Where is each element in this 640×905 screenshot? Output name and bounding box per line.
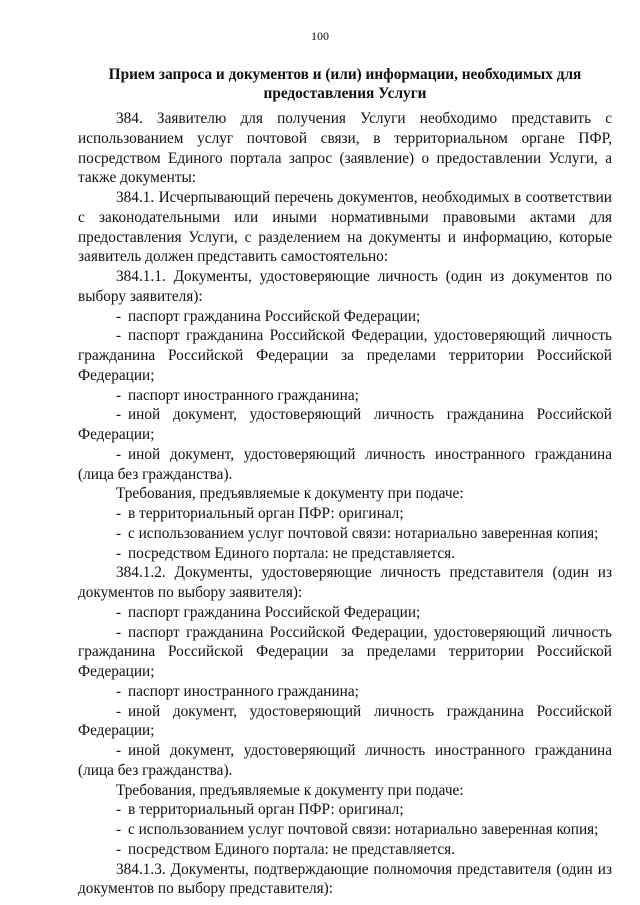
list-item xyxy=(78,800,612,820)
list-item-text: иной документ, удостоверяющий личность гражданина Российской Федерации; xyxy=(78,702,612,740)
list-item-text: паспорт гражданина Российской Федерации, удостоверяющий личность гражданина Российской Федерации за пределами территории Российской Федерации; xyxy=(78,327,612,384)
list-item-text: иной документ, удостоверяющий личность иностранного гражданина (лица без гражданства). xyxy=(78,445,612,483)
list-item-text: паспорт гражданина Российской Федерации; xyxy=(128,603,421,621)
list-item-text: посредством Единого портала: не представляется. xyxy=(128,544,456,562)
list-item xyxy=(78,603,612,623)
document-body xyxy=(78,109,612,899)
list-item xyxy=(78,840,612,860)
list-dash: - xyxy=(116,406,122,424)
list-item xyxy=(78,326,612,385)
list-item-text: паспорт иностранного гражданина; xyxy=(128,682,359,700)
paragraph: Требования, предъявляемые к документу при подаче: xyxy=(116,485,464,503)
list-item-text: с использованием услуг почтовой связи: нотариально заверенная копия; xyxy=(128,524,599,542)
list-item xyxy=(78,702,612,742)
paragraph: 384.1. Исчерпывающий перечень документов, необходимых в соответствии с законодательными или иными нормативными правовыми актами для предоставления Услуги, с разделением на документы и информацию, которые заявитель должен представить самостоятельно: xyxy=(78,189,612,266)
list-item-text: паспорт гражданина Российской Федерации, удостоверяющий личность гражданина Российской Федерации за пределами территории Российской Федерации; xyxy=(78,623,612,680)
paragraph: 384.1.2. Документы, удостоверяющие личность представителя (один из документов по выбору заявителя): xyxy=(78,564,612,601)
paragraph: Требования, предъявляемые к документу при подаче: xyxy=(116,781,464,799)
list-dash: - xyxy=(116,603,122,621)
list-item-text: в территориальный орган ПФР: оригинал; xyxy=(128,505,404,522)
list-item xyxy=(78,741,612,781)
list-item xyxy=(78,820,612,840)
list-item xyxy=(78,405,612,445)
list-item-text: посредством Единого портала: не представляется. xyxy=(128,840,456,858)
list-item-text: паспорт гражданина Российской Федерации; xyxy=(128,307,421,325)
paragraph: 384.1.1. Документы, удостоверяющие личность (один из документов по выбору заявителя): xyxy=(78,268,612,305)
section-title: Прием запроса и документов и (или) информации, необходимых для предоставления Услуги xyxy=(108,66,582,102)
list-item-text: иной документ, удостоверяющий личность иностранного гражданина (лица без гражданства). xyxy=(78,742,612,779)
list-dash: - xyxy=(116,702,122,720)
list-dash: - xyxy=(116,623,122,641)
list-item-text: с использованием услуг почтовой связи: нотариально заверенная копия; xyxy=(128,821,599,838)
list-dash: - xyxy=(116,524,122,542)
list-dash: - xyxy=(116,801,122,819)
page-number: 100 xyxy=(311,29,329,43)
list-item xyxy=(78,504,612,524)
list-item xyxy=(78,386,612,406)
list-item xyxy=(78,544,612,564)
list-dash: - xyxy=(116,307,122,325)
list-item-text: паспорт иностранного гражданина; xyxy=(128,386,359,404)
list-item xyxy=(78,524,612,544)
list-item xyxy=(78,623,612,682)
list-item xyxy=(78,307,612,327)
list-item-text: в территориальный орган ПФР: оригинал; xyxy=(128,801,404,819)
list-dash: - xyxy=(116,821,122,838)
list-dash: - xyxy=(116,544,122,562)
list-dash: - xyxy=(116,682,122,700)
list-dash: - xyxy=(116,505,122,522)
list-dash: - xyxy=(116,840,122,858)
list-dash: - xyxy=(116,445,122,463)
paragraph: 384.1.3. Документы, подтверждающие полномочия представителя (один из документов по выбору представителя): xyxy=(78,860,612,898)
list-item xyxy=(78,682,612,702)
list-item xyxy=(78,445,612,485)
list-dash: - xyxy=(116,386,122,404)
list-dash: - xyxy=(116,742,122,759)
paragraph: 384. Заявителю для получения Услуги необходимо представить с использованием услуг почтовой связи, в территориальном органе ПФР, посредством Единого портала запрос (заявление) о предоставлении Услуги, а также документы: xyxy=(78,110,612,187)
list-item-text: иной документ, удостоверяющий личность гражданина Российской Федерации; xyxy=(78,406,612,443)
list-dash: - xyxy=(116,327,122,345)
